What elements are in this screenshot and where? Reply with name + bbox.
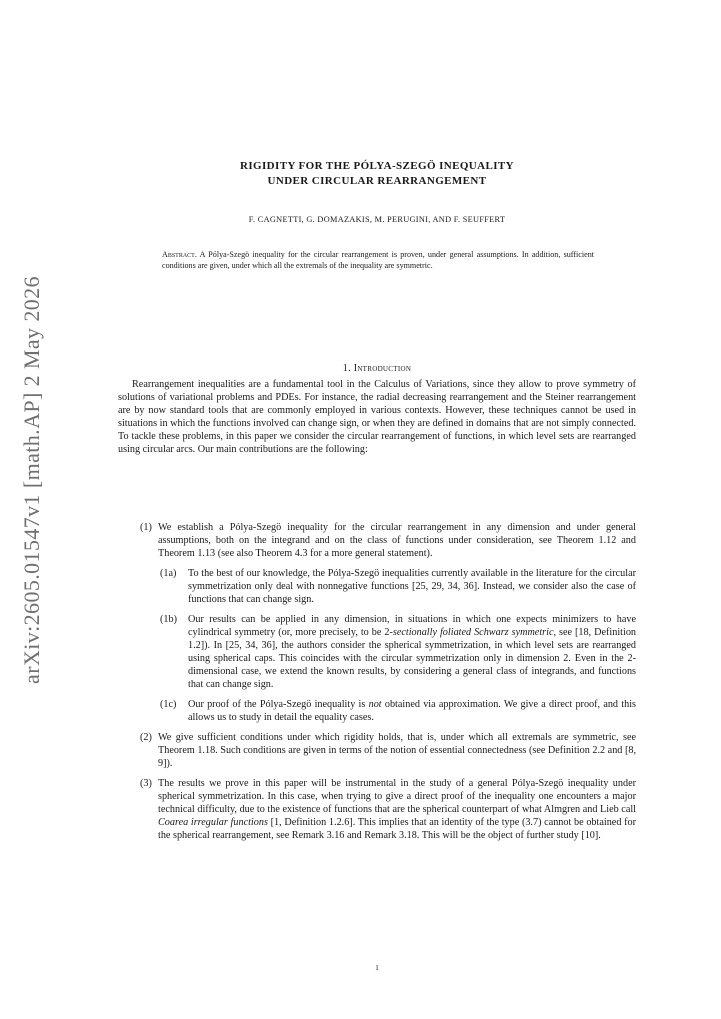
list-item	[118, 698, 636, 724]
item-text-post: [1, Definition 1.2.6]. This implies that an identity of the type (3.7) cannot be obtained for the spherical rearrangement, see Remark 3.16 and Remark 3.18. This will be the object of further study [10].	[158, 817, 636, 841]
item-text-pre: Our results can be applied in any dimension, in situations in which one expects minimizers to have cylindrical symmetry (or, more precisely, to be 2-	[188, 614, 636, 638]
list-item	[118, 521, 636, 560]
abstract	[162, 250, 594, 272]
author-list: F. CAGNETTI, G. DOMAZAKIS, M. PERUGINI, AND F. SEUFFERT	[248, 215, 506, 224]
item-text-post: obtained via approximation. We give a direct proof, and this allows us to study in detail the equality cases.	[188, 699, 636, 723]
item-text-post: , see [18, Definition 1.2]). In [25, 34, 36], the authors consider the spherical symmetrization, in which level sets are rearranged using spherical caps. This coincides with the circular symmetrization only in dimension 2. Even in the 2-dimensional case, we extend the known results, by considering a general class of integrands, and functions that can change sign.	[188, 627, 637, 690]
title-line-2: UNDER CIRCULAR REARRANGEMENT	[267, 175, 487, 187]
title-line-1: RIGIDITY FOR THE PÓLYA-SZEGÖ INEQUALITY	[240, 160, 514, 172]
list-item	[118, 731, 636, 770]
item-text-pre: Our proof of the Pólya-Szegö inequality is	[188, 699, 369, 710]
item-text: To the best of our knowledge, the Pólya-Szegö inequalities currently available in the literature for the circular symmetrization only deal with nonnegative functions [25, 29, 34, 36]. Instead, we consider also the case of functions that can change sign.	[188, 568, 636, 605]
item-text-emphasis: not	[368, 699, 382, 710]
list-item	[118, 567, 636, 606]
item-text: We establish a Pólya-Szegö inequality for the circular rearrangement in any dimension and under general assumptions, both on the integrand and on the class of functions under consideration, see Theorem 1.12 and Theorem 1.13 (see also Theorem 4.3 for a more general statement).	[158, 522, 636, 559]
arxiv-sidebar-stamp	[12, 276, 52, 684]
item-label: (1b)	[160, 614, 177, 625]
item-text-pre: The results we prove in this paper will be instrumental in the study of a general Pólya-Szegö inequality under spherical symmetrization. In this case, when trying to give a direct proof of the inequality one encounters a major technical difficulty, due to the existence of functions that are the spherical counterpart of what Almgren and Lieb call	[158, 778, 636, 815]
abstract-text: A Pólya-Szegö inequality for the circular rearrangement is proven, under general assumptions. In addition, sufficient conditions are given, under which all the extremals of the inequality are symmetric.	[162, 250, 595, 270]
list-item	[118, 613, 636, 691]
item-label: (1a)	[160, 568, 177, 579]
section-heading: 1. Introduction	[342, 363, 412, 374]
intro-paragraph: Rearrangement inequalities are a fundamental tool in the Calculus of Variations, since they allow to prove symmetry of solutions of variational problems and PDEs. For instance, the radial decreasing rearrangement and the Steiner rearrangement are by now standard tools that are commonly employed in various contexts. However, these techniques cannot be used in situations in which the functions involved can change sign, or when they are defined in domains that are not simply connected. To tackle these problems, in this paper we consider the circular rearrangement of functions, in which level sets are rearranged using circular arcs. Our main contributions are the following:	[118, 379, 636, 455]
item-label: (1)	[140, 522, 152, 533]
list-item	[118, 777, 636, 842]
arxiv-identifier: arXiv:2605.01547v1 [math.AP] 2 May 2026	[19, 276, 44, 684]
item-text-emphasis: Coarea irregular functions	[158, 817, 268, 828]
item-label: (1c)	[160, 699, 177, 710]
item-text: We give sufficient conditions under which rigidity holds, that is, under which all extremals are symmetric, see Theorem 1.18. Such conditions are given in terms of the notion of essential connectedness (see Definition 2.2 and [8, 9]).	[158, 732, 636, 769]
abstract-label: Abstract.	[162, 250, 197, 259]
contributions-list	[118, 521, 636, 849]
paper-title	[118, 159, 636, 189]
item-label: (3)	[140, 778, 152, 789]
item-label: (2)	[140, 732, 152, 743]
page-number: 1	[375, 963, 379, 972]
item-text-emphasis: sectionally foliated Schwarz symmetric	[392, 627, 554, 638]
